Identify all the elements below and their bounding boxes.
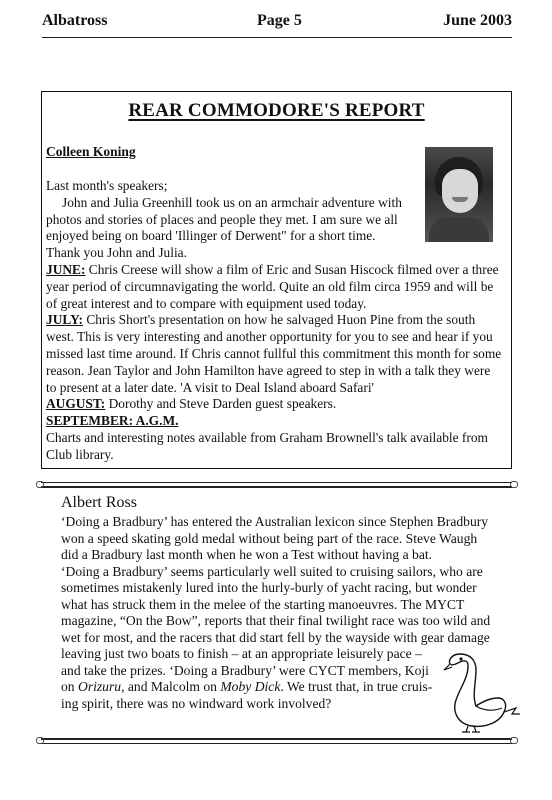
report-line: of great interest and to compare with equipment used today. <box>46 295 367 311</box>
june-label: JUNE: <box>46 261 86 277</box>
report-line: to present at a later date. 'A visit to Deal Island aboard Safari' <box>46 379 374 395</box>
publication-name: Albatross <box>42 12 108 29</box>
report-line: Thank you John and Julia. <box>46 245 187 261</box>
report-line-august: AUGUST: Dorothy and Steve Darden guest speakers. <box>46 396 337 412</box>
section-divider <box>41 738 512 740</box>
column-line: won a speed skating gold medal without being part of the race. Steve Waugh <box>61 530 478 546</box>
report-line: enjoyed being on board 'Illinger of Derwent" for a short time. <box>46 228 376 244</box>
report-line-july: JULY: Chris Short's presentation on how he salvaged Huon Pine from the south <box>46 312 476 328</box>
divider-end-ornament <box>510 481 518 488</box>
report-line: Last month's speakers; <box>46 178 168 193</box>
column-line: ing spirit, there was no windward work involved? <box>61 695 332 711</box>
section-divider <box>41 743 512 744</box>
section-divider <box>41 482 512 483</box>
report-line: missed last time around. If Chris cannot fullful this commitment this month for some <box>46 345 502 361</box>
column-line: magazine, “On the Bow”, reports that their final twilight race was too wild and <box>61 613 491 628</box>
page-header <box>42 12 512 34</box>
report-line: reason. Jean Taylor and John Hamilton have agreed to step in with a talk they were <box>46 362 491 378</box>
report-body <box>46 178 508 464</box>
column-line: on Orizuru, and Malcolm on Moby Dick. We trust that, in true cruis- <box>61 679 433 694</box>
column-line: ‘Doing a Bradbury’ seems particularly well suited to cruising sailors, who are <box>61 563 483 579</box>
header-rule <box>42 37 512 38</box>
column-line: did a Bradbury last month when he won a Test without having a bat. <box>61 547 433 562</box>
column-line: ‘Doing a Bradbury’ has entered the Australian lexicon since Stephen Bradbury <box>61 514 489 529</box>
report-line: John and Julia Greenhill took us on an armchair adventure with <box>62 194 402 210</box>
report-line: year period of circumnavigating the world. Quite an old film circa 1959 and will be <box>46 278 494 294</box>
column-title: Albert Ross <box>61 494 137 511</box>
july-label: JULY: <box>46 312 83 328</box>
report-title: REAR COMMODORE'S REPORT <box>128 100 425 121</box>
rear-commodore-report-box <box>41 91 512 469</box>
report-line-september <box>46 413 508 430</box>
august-label: AUGUST: <box>46 396 106 412</box>
column-line: leaving just two boats to finish – at an appropriate leisurely pace – <box>61 646 422 661</box>
section-divider <box>41 486 512 488</box>
issue-date: June 2003 <box>443 12 512 29</box>
boat-name: Orizuru <box>78 679 122 694</box>
report-line: Charts and interesting notes available from Graham Brownell's talk available from <box>46 429 488 445</box>
page-number: Page 5 <box>257 12 302 29</box>
column-line: what has struck them in the melee of the starting manoeuvres. The MYCT <box>61 596 465 612</box>
september-label: SEPTEMBER: A.G.M. <box>46 413 179 429</box>
boat-name: Moby Dick <box>220 679 281 694</box>
divider-end-ornament <box>36 481 44 488</box>
albatross-bird-icon <box>442 648 522 734</box>
report-author: Colleen Koning <box>46 144 136 159</box>
report-line: photos and stories of places and people they met. I am sure we all <box>46 211 398 227</box>
divider-end-ornament <box>510 737 518 744</box>
column-line: and take the prizes. ‘Doing a Bradbury’ were CYCT members, Koji <box>61 662 429 678</box>
report-line: Club library. <box>46 446 114 462</box>
divider-end-ornament <box>36 737 44 744</box>
report-line-june: JUNE: Chris Creese will show a film of Eric and Susan Hiscock filmed over a three <box>46 261 499 277</box>
column-line: wet for most, and the racers that did start fell by the wayside with gear damage <box>61 629 490 645</box>
column-line: sometimes mistakenly lured into the hurly-burly of yacht racing, but wonder <box>61 580 477 595</box>
report-line: west. This is very interesting and another opportunity for you to see and hear if you <box>46 329 493 345</box>
